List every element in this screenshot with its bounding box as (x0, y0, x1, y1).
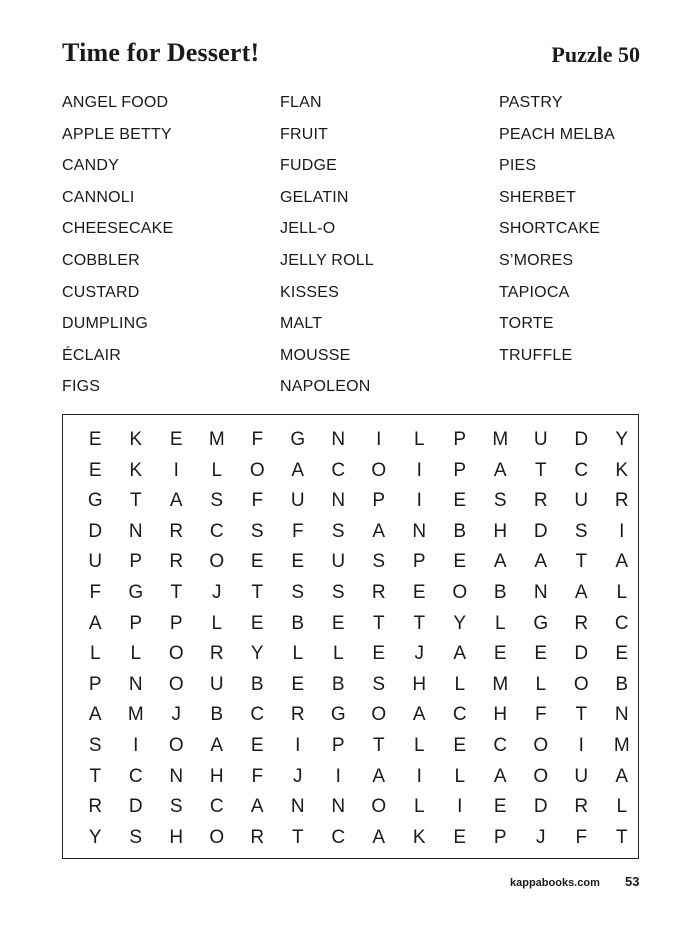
grid-letter[interactable]: T (291, 826, 304, 848)
grid-letter[interactable]: S (493, 490, 507, 512)
grid-letter[interactable]: C (209, 796, 224, 818)
grid-letter[interactable]: N (331, 429, 346, 450)
word-list-item: DUMPLING (62, 315, 149, 333)
grid-letter[interactable]: U (209, 673, 224, 695)
grid-letter[interactable]: T (129, 490, 142, 512)
grid-letter[interactable]: F (251, 429, 264, 450)
grid-letter[interactable]: F (575, 826, 588, 848)
grid-letter[interactable]: T (413, 612, 426, 634)
page-title: Time for Dessert! (62, 38, 260, 67)
grid-letter[interactable]: L (211, 459, 223, 481)
grid-letter[interactable]: R (290, 704, 305, 726)
grid-letter[interactable]: A (250, 796, 264, 818)
grid-row (75, 792, 642, 823)
page-number: 53 (625, 874, 640, 889)
word-list-item: ANGEL FOOD (62, 94, 169, 111)
word-list-item: APPLE BETTY (62, 125, 172, 143)
grid-letter[interactable]: G (87, 490, 103, 512)
grid-letter[interactable]: P (169, 612, 183, 634)
grid-letter[interactable]: C (331, 826, 346, 848)
grid-letter[interactable]: M (492, 429, 509, 450)
word-list-item: PEACH MELBA (499, 125, 616, 143)
grid-letter[interactable]: O (209, 826, 225, 848)
grid-letter[interactable]: R (250, 826, 265, 848)
grid-letter[interactable]: S (169, 796, 183, 818)
grid-letter[interactable]: T (372, 612, 385, 634)
grid-letter[interactable]: T (372, 734, 385, 756)
grid-row (75, 517, 642, 548)
grid-letter[interactable]: B (453, 520, 467, 542)
word-list-item: TRUFFLE (499, 346, 573, 364)
grid-letter[interactable]: Y (615, 429, 629, 450)
word-list-item: TORTE (499, 315, 554, 333)
grid-letter[interactable]: D (533, 796, 548, 818)
grid-letter[interactable]: B (615, 673, 629, 695)
grid-letter[interactable]: U (533, 429, 548, 450)
grid-letter[interactable]: R (614, 490, 629, 512)
grid-letter[interactable]: H (169, 826, 184, 848)
grid-letter[interactable]: N (614, 704, 629, 726)
grid-letter[interactable]: N (412, 520, 427, 542)
grid-letter[interactable]: C (493, 734, 508, 756)
grid-letter[interactable]: D (574, 429, 589, 450)
grid-letter[interactable]: H (412, 673, 427, 695)
grid-letter[interactable]: S (372, 673, 386, 695)
grid-letter[interactable]: P (88, 673, 102, 695)
grid-letter[interactable]: U (290, 490, 305, 512)
grid-letter[interactable]: A (574, 581, 588, 603)
grid-letter[interactable]: E (169, 429, 183, 450)
word-list-item: MALT (280, 315, 323, 333)
grid-letter[interactable]: C (250, 704, 265, 726)
grid-letter[interactable]: I (416, 490, 422, 512)
grid-letter[interactable]: G (290, 429, 306, 450)
grid-letter[interactable]: P (129, 612, 143, 634)
grid-letter[interactable]: E (291, 551, 305, 573)
grid-letter[interactable]: S (129, 826, 143, 848)
grid-row (75, 731, 642, 762)
grid-letter[interactable]: Y (88, 826, 102, 848)
word-list-item: FIGS (62, 378, 101, 396)
grid-letter[interactable]: J (536, 826, 546, 848)
word-list-item: ÉCLAIR (62, 346, 121, 364)
grid-letter[interactable]: E (88, 429, 102, 450)
grid-letter[interactable]: E (250, 551, 264, 573)
puzzle-number: Puzzle 50 (551, 42, 640, 67)
word-list-item: CANNOLI (62, 188, 135, 206)
grid-letter[interactable]: Y (453, 612, 467, 634)
grid-letter[interactable]: D (128, 796, 143, 818)
grid-letter[interactable]: N (331, 490, 346, 512)
grid-letter[interactable]: L (454, 765, 466, 787)
grid-letter[interactable]: E (331, 612, 345, 634)
grid-letter[interactable]: I (416, 765, 422, 787)
grid-letter[interactable]: C (614, 612, 629, 634)
grid-letter[interactable]: R (88, 796, 103, 818)
grid-letter[interactable]: O (168, 734, 184, 756)
word-list-item: NAPOLEON (280, 378, 371, 396)
grid-letter[interactable]: R (371, 581, 386, 603)
word-column-1 (62, 92, 173, 408)
grid-letter[interactable]: S (291, 581, 305, 603)
grid-letter[interactable]: O (371, 704, 387, 726)
grid-letter[interactable]: E (493, 796, 507, 818)
grid-letter[interactable]: O (249, 459, 265, 481)
grid-letter[interactable]: S (88, 734, 102, 756)
grid-letter[interactable]: D (574, 643, 589, 665)
grid-letter[interactable]: S (331, 520, 345, 542)
grid-letter[interactable]: A (493, 765, 507, 787)
grid-letter[interactable]: M (208, 429, 225, 450)
grid-letter[interactable]: L (211, 612, 223, 634)
grid-letter[interactable]: B (493, 581, 507, 603)
grid-letter[interactable]: E (412, 581, 426, 603)
word-column-3 (499, 92, 615, 376)
word-list-item: PASTRY (499, 94, 563, 111)
grid-letter[interactable]: E (291, 673, 305, 695)
grid-letter[interactable]: G (128, 581, 144, 603)
grid-row (75, 670, 642, 701)
grid-letter[interactable]: B (210, 704, 224, 726)
grid-letter[interactable]: L (454, 673, 466, 695)
grid-letter[interactable]: F (534, 704, 547, 726)
word-list-item: JELL-O (280, 220, 336, 238)
grid-letter[interactable]: I (335, 765, 341, 787)
word-list-item: MOUSSE (280, 346, 351, 364)
grid-letter[interactable]: A (534, 551, 548, 573)
grid-letter[interactable]: A (372, 826, 386, 848)
grid-letter[interactable]: P (372, 490, 386, 512)
grid-letter[interactable]: R (533, 490, 548, 512)
grid-letter[interactable]: G (533, 612, 549, 634)
grid-letter[interactable]: N (290, 796, 305, 818)
grid-letter[interactable]: I (295, 734, 301, 756)
word-column-2 (280, 92, 374, 408)
grid-row (75, 609, 642, 640)
grid-letter[interactable]: S (372, 551, 386, 573)
grid-letter[interactable]: B (250, 673, 264, 695)
word-list-item: JELLY ROLL (280, 251, 374, 269)
grid-letter[interactable]: L (332, 643, 344, 665)
grid-letter[interactable]: U (88, 551, 103, 573)
grid-letter[interactable]: B (291, 612, 305, 634)
grid-letter[interactable]: T (575, 704, 588, 726)
grid-letter[interactable]: I (457, 796, 463, 818)
grid-letter[interactable]: S (210, 490, 224, 512)
grid-letter[interactable]: O (452, 581, 468, 603)
grid-letter[interactable]: E (453, 490, 467, 512)
grid-letter[interactable]: R (209, 643, 224, 665)
footer-website: kappabooks.com (510, 877, 600, 889)
grid-letter[interactable]: E (453, 826, 467, 848)
grid-letter[interactable]: M (613, 734, 630, 756)
grid-row (75, 486, 642, 517)
grid-letter[interactable]: N (331, 796, 346, 818)
grid-letter[interactable]: O (371, 459, 387, 481)
grid-letter[interactable]: T (89, 765, 102, 787)
grid-letter[interactable]: C (209, 520, 224, 542)
grid-letter[interactable]: T (534, 459, 547, 481)
grid-row (75, 762, 642, 793)
grid-letter[interactable]: F (89, 581, 102, 603)
grid-letter[interactable]: L (616, 796, 628, 818)
grid-letter[interactable]: E (493, 643, 507, 665)
grid-letter[interactable]: L (89, 643, 101, 665)
grid-letter[interactable]: A (615, 765, 629, 787)
grid-letter[interactable]: L (130, 643, 142, 665)
grid-letter[interactable]: H (493, 520, 508, 542)
word-list-item: SHORTCAKE (499, 220, 601, 238)
grid-letter[interactable]: T (251, 581, 264, 603)
word-list-item: COBBLER (62, 251, 140, 269)
grid-letter[interactable]: E (250, 734, 264, 756)
word-list (62, 92, 642, 407)
letter-grid (75, 425, 642, 853)
grid-letter[interactable]: A (169, 490, 183, 512)
grid-letter[interactable]: C (331, 459, 346, 481)
grid-letter[interactable]: L (292, 643, 304, 665)
grid-letter[interactable]: A (372, 520, 386, 542)
grid-letter[interactable]: I (619, 520, 625, 542)
grid-letter[interactable]: I (133, 734, 139, 756)
grid-row (75, 578, 642, 609)
grid-row (75, 547, 642, 578)
grid-letter[interactable]: H (209, 765, 224, 787)
grid-letter[interactable]: A (372, 765, 386, 787)
grid-letter[interactable]: E (250, 612, 264, 634)
word-list-item: CANDY (62, 157, 120, 175)
grid-letter[interactable]: P (129, 551, 143, 573)
grid-letter[interactable]: E (453, 734, 467, 756)
grid-letter[interactable]: E (372, 643, 386, 665)
grid-letter[interactable]: O (533, 765, 549, 787)
grid-letter[interactable]: P (453, 459, 467, 481)
grid-letter[interactable]: A (412, 704, 426, 726)
grid-letter[interactable]: L (535, 673, 547, 695)
grid-letter[interactable]: L (616, 581, 628, 603)
grid-letter[interactable]: J (293, 765, 303, 787)
grid-letter[interactable]: R (574, 612, 589, 634)
grid-row (75, 639, 642, 670)
grid-letter[interactable]: T (575, 551, 588, 573)
grid-letter[interactable]: A (291, 459, 305, 481)
grid-letter[interactable]: J (212, 581, 222, 603)
grid-letter[interactable]: O (168, 673, 184, 695)
grid-row (75, 425, 642, 456)
grid-letter[interactable]: A (493, 551, 507, 573)
word-list-item: CHEESECAKE (62, 220, 174, 238)
word-list-item: SHERBET (499, 188, 576, 206)
grid-letter[interactable]: S (574, 520, 588, 542)
grid-letter[interactable]: O (209, 551, 225, 573)
grid-letter[interactable]: L (413, 796, 425, 818)
grid-letter[interactable]: A (453, 643, 467, 665)
grid-letter[interactable]: P (412, 551, 426, 573)
grid-letter[interactable]: J (171, 704, 181, 726)
grid-letter[interactable]: U (331, 551, 346, 573)
word-list-item: S’MORES (499, 251, 574, 269)
grid-letter[interactable]: N (128, 673, 143, 695)
grid-letter[interactable]: P (331, 734, 345, 756)
grid-letter[interactable]: B (331, 673, 345, 695)
grid-letter[interactable]: A (210, 734, 224, 756)
grid-letter[interactable]: N (169, 765, 184, 787)
grid-row (75, 823, 642, 854)
grid-letter[interactable]: K (129, 459, 143, 481)
grid-letter[interactable]: S (250, 520, 264, 542)
grid-letter[interactable]: I (173, 459, 179, 481)
word-list-item: FRUIT (280, 125, 329, 143)
grid-letter[interactable]: E (615, 643, 629, 665)
grid-letter[interactable]: A (615, 551, 629, 573)
grid-row (75, 456, 642, 487)
word-list-item: KISSES (280, 283, 340, 301)
grid-letter[interactable]: I (376, 429, 382, 450)
grid-letter[interactable]: T (615, 826, 628, 848)
grid-letter[interactable]: A (88, 704, 102, 726)
grid-letter[interactable]: J (414, 643, 424, 665)
grid-letter[interactable]: F (251, 765, 264, 787)
grid-letter[interactable]: O (573, 673, 589, 695)
grid-letter[interactable]: C (574, 459, 589, 481)
grid-letter[interactable]: C (128, 765, 143, 787)
grid-letter[interactable]: Y (250, 643, 264, 665)
grid-letter[interactable]: G (330, 704, 346, 726)
grid-letter[interactable]: I (578, 734, 584, 756)
word-list-item: GELATIN (280, 188, 349, 206)
grid-letter[interactable]: I (416, 459, 422, 481)
grid-letter[interactable]: L (413, 429, 425, 450)
grid-letter[interactable]: R (169, 520, 184, 542)
grid-letter[interactable]: A (88, 612, 102, 634)
grid-letter[interactable]: D (533, 520, 548, 542)
grid-letter[interactable]: F (251, 490, 264, 512)
word-list-item: CUSTARD (62, 283, 140, 301)
word-list-item: TAPIOCA (499, 283, 570, 301)
grid-letter[interactable]: R (169, 551, 184, 573)
grid-letter[interactable]: R (574, 796, 589, 818)
grid-letter[interactable]: K (129, 429, 143, 450)
grid-letter[interactable]: M (127, 704, 144, 726)
grid-letter[interactable]: D (88, 520, 103, 542)
word-list-item: PIES (499, 157, 537, 175)
grid-letter[interactable]: O (371, 796, 387, 818)
grid-letter[interactable]: N (128, 520, 143, 542)
word-search-grid (62, 414, 639, 859)
word-list-item: FUDGE (280, 157, 337, 175)
word-list-item: FLAN (280, 94, 322, 111)
grid-letter[interactable]: L (413, 734, 425, 756)
grid-letter[interactable]: N (533, 581, 548, 603)
grid-letter[interactable]: E (453, 551, 467, 573)
grid-letter[interactable]: U (574, 490, 589, 512)
grid-letter[interactable]: O (168, 643, 184, 665)
grid-letter[interactable]: S (331, 581, 345, 603)
grid-letter[interactable]: E (88, 459, 102, 481)
grid-letter[interactable]: T (170, 581, 183, 603)
grid-letter[interactable]: F (291, 520, 304, 542)
grid-letter[interactable]: P (453, 429, 467, 450)
grid-letter[interactable]: A (493, 459, 507, 481)
grid-letter[interactable]: U (574, 765, 589, 787)
grid-letter[interactable]: O (533, 734, 549, 756)
grid-letter[interactable]: L (494, 612, 506, 634)
grid-letter[interactable]: H (493, 704, 508, 726)
grid-letter[interactable]: C (452, 704, 467, 726)
grid-letter[interactable]: K (615, 459, 629, 481)
grid-row (75, 700, 642, 731)
grid-letter[interactable]: P (493, 826, 507, 848)
grid-letter[interactable]: M (492, 673, 509, 695)
grid-letter[interactable]: K (412, 826, 426, 848)
grid-letter[interactable]: E (534, 643, 548, 665)
